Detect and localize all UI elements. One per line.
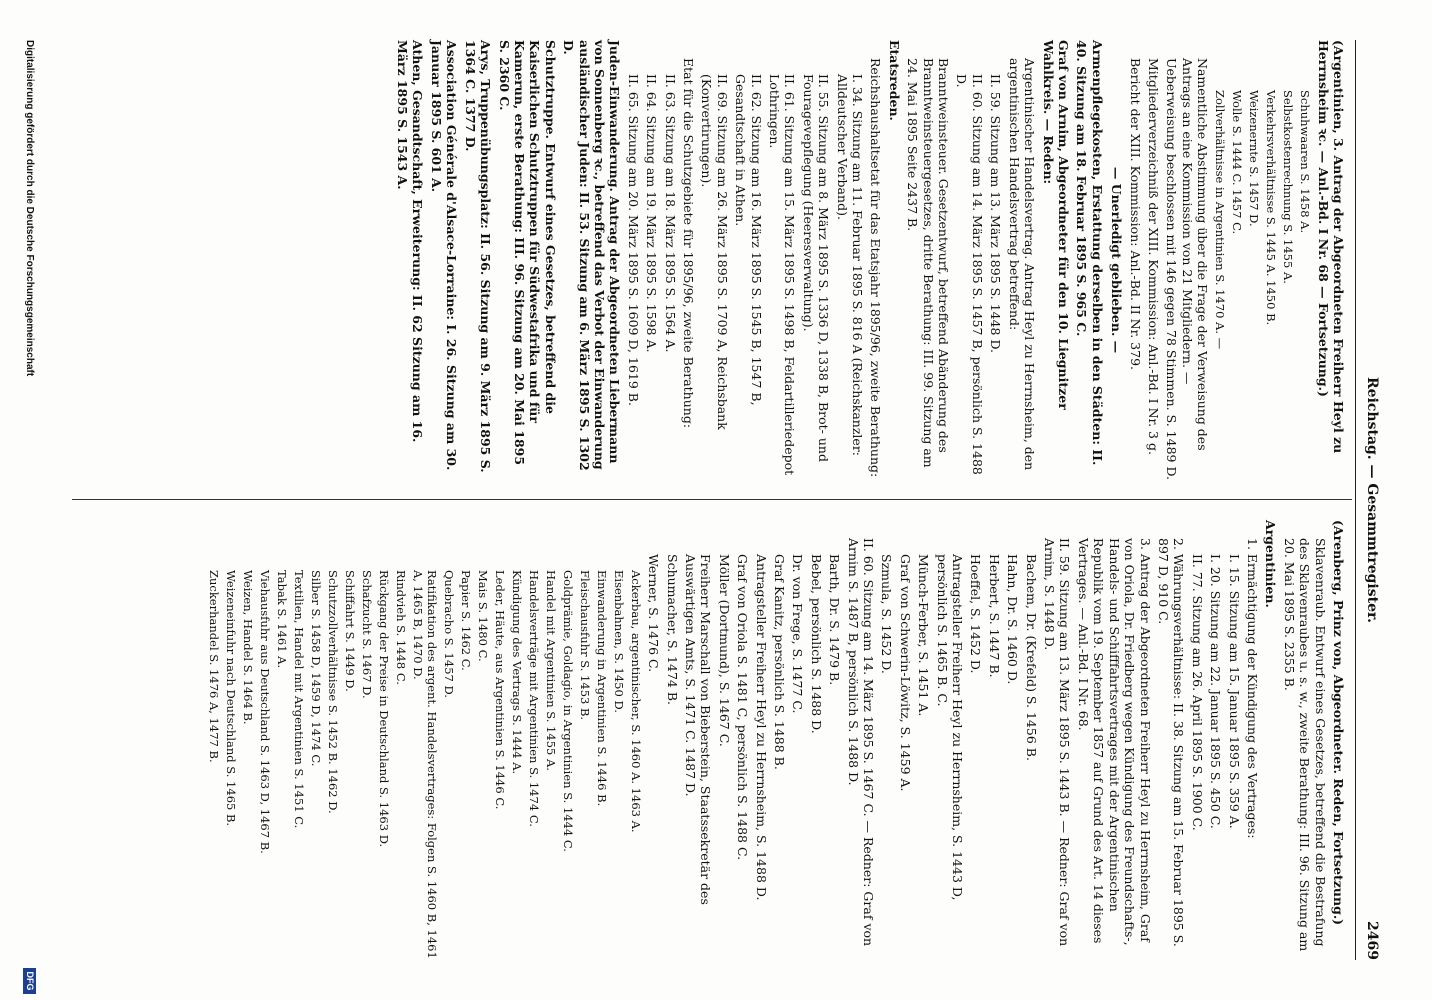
left-column-entry: II. 59. Sitzung am 13. März 1895 S. 1448 D. xyxy=(988,74,1004,354)
right-column-entry: Graf von Schwerin-Löwitz, S. 1459 A. xyxy=(897,554,913,792)
right-column-entry: Herbert, S. 1447 B. xyxy=(986,554,1002,678)
right-column-entry: Hahn, Dr. S. 1460 D. xyxy=(1005,554,1021,685)
left-column-entry: Schuhwaaren S. 1458 A. xyxy=(1298,90,1313,234)
left-column-entry: Mitgliederverzeichniß der XIII. Kommission: Anl.-Bd. I Nr. 3 g. xyxy=(1145,58,1161,455)
right-column-entry: Argentinien. xyxy=(1263,520,1279,608)
right-column-entry: Rindvieh S. 1448 C. xyxy=(393,570,408,685)
left-column-entry: Etatsreden. xyxy=(886,40,902,121)
right-column-entry: Ratifikation des argent. Handelsvertrages: Folgen S. 1460 B, 1461 A, 1465 B, 1470 D. xyxy=(410,570,439,959)
right-column-entry: Fleischausfuhr S. 1453 B. xyxy=(577,570,592,721)
right-column-entry: Viehausfuhr aus Deutschland S. 1463 D, 1467 B. xyxy=(257,570,272,854)
left-column-entry: Athen, Gesandtschaft, Erweiterung: II. 62 Sitzung am 16. März 1895 S. 1543 A. xyxy=(395,40,426,443)
left-column-entry: II. 62. Sitzung am 16. März 1895 S. 1545 B, 1547 B, Gesandtschaft in Athen. xyxy=(733,74,764,406)
right-column-entry: Dr. von Frege, S. 1477 C. xyxy=(790,554,806,714)
right-column-entry: Quebracho S. 1457 D. xyxy=(441,570,456,698)
left-column-entry: Graf von Arnim, Abgeordneter für den 10. Liegnitzer Wahlkreis. — Reden: xyxy=(1040,40,1071,410)
left-column-entry: Schutztruppe. Entwurf eines Gesetzes, betreffend die Kaiserlichen Schutztruppen für Südwestafrika und für Kamerun, erste Berathung: III. 96. Sitzung am 20. Mai 1895 S. 2360 C. xyxy=(496,40,558,466)
header-rule xyxy=(1355,40,1356,960)
page-number: 2469 xyxy=(1364,921,1380,960)
right-column xyxy=(204,520,1346,960)
right-column-entry: Schafzucht S. 1467 D. xyxy=(359,570,374,699)
left-column-entry: (Argentinien, 3. Antrag der Abgeordneten Freiherr Heyl zu Herrnsheim ꝛc. — Anl.-Bd. I Nr. 68 — Fortsetzung.) xyxy=(1315,40,1346,454)
right-column-entry: Hoeffel, S. 1452 D. xyxy=(968,554,984,674)
left-column xyxy=(392,40,1346,480)
right-column-entry: Graf von Oriola S. 1481 C, persönlich S. 1488 C. xyxy=(735,554,751,861)
right-column-entry: I. 20. Sitzung am 22. Januar 1895 S. 450 C. xyxy=(1208,554,1224,829)
left-column-entry: II. 69. Sitzung am 26. März 1895 S. 1709 A, Reichsbank (Konvertirungen). xyxy=(699,74,730,430)
left-column-entry: II. 61. Sitzung am 15. März 1895 S. 1498 B, Feldartilleriedepot Lothringen. xyxy=(767,74,798,476)
right-column-entry: Antragsteller Freiherr Heyl zu Herrnsheim, S. 1488 D. xyxy=(753,554,769,901)
left-column-entry: Branntweinsteuer. Gesetzentwurf, betreffend Abänderung des Branntweinsteuergesetzes, dritte Berathung: III. 99. Sitzung am 24. Mai 1895 Seite 2437 B. xyxy=(905,58,952,468)
right-column-entry: Möller (Dortmund), S. 1467 C. xyxy=(716,554,732,747)
right-column-entry: Weizen, Handel S. 1464 B. xyxy=(240,570,255,725)
right-column-entry: Silber S. 1458 D, 1459 D, 1474 C. xyxy=(308,570,323,767)
right-column-entry: Zuckerhandel S. 1476 A, 1477 B. xyxy=(206,570,221,763)
left-column-entry: II. 55. Sitzung am 8. März 1895 S. 1336 D, 1338 B, Brot- und Fouragevepflegung (Heeresverwaltung). xyxy=(800,74,832,462)
left-column-entry: II. 60. Sitzung am 14. März 1895 S. 1457 B, persönlich S. 1488 D. xyxy=(954,74,985,475)
right-column-entry: Leder, Häute, aus Argentinien S. 1446 C. xyxy=(492,570,507,810)
dfg-logo: DFG xyxy=(23,968,36,994)
left-column-entry: Armenpflegekosten, Erstattung derselben in den Städten: II. 40. Sitzung am 18. Februar 1895 S. 965 C. xyxy=(1074,40,1105,466)
right-column-entry: Barth, Dr. S. 1479 B. xyxy=(827,554,843,686)
right-column-entry: Mais S. 1480 C. xyxy=(475,570,490,662)
left-column-entry: II. 65. Sitzung am 20. März 1895 S. 1609 D, 1619 B. xyxy=(625,74,641,406)
right-column-entry: Eisenbahnen, S. 1450 D. xyxy=(611,570,626,713)
left-column-entry: I. 34. Sitzung am 11. Februar 1895 S. 816 A (Reichskanzler: Alldeutscher Verband). xyxy=(834,74,866,457)
right-column-entry: Tabak S. 1461 A. xyxy=(274,570,289,669)
right-column-entry: Weizeneinfuhr nach Deutschland S. 1465 B. xyxy=(223,570,238,827)
left-column-entry: II. 64. Sitzung am 19. März 1895 S. 1598 A. xyxy=(644,74,660,353)
left-column-entry: Zollverhältnisse in Argentinien S. 1470 A. — xyxy=(1213,90,1228,350)
right-column-entry: Werner, S. 1476 C. xyxy=(646,554,662,673)
right-column-entry: Ackerbau, argentinischer, S. 1460 A. 1463 A. xyxy=(628,570,643,833)
left-column-entry: Bericht der XIII. Kommission: Anl.-Bd. II Nr. 379. xyxy=(1127,58,1143,371)
right-column-entry: 3. Antrag der Abgeordneten Freiherr Heyl zu Herrnsheim, Graf von Oriola, Dr. Friedberg wegen Kündigung des Freundschafts-, Handels- und Schifffahrtsvertrages mit der Argentinischen Republik vom 19. September 1857 auf Grund des Art. 14 dieses Vertrages. — Anl.-Bd. I Nr. 68. xyxy=(1075,538,1153,946)
right-column-entry: II. 77. Sitzung am 26. April 1895 S. 1900 C. xyxy=(1189,554,1205,831)
running-head xyxy=(1356,40,1380,960)
right-column-entry: Freiherr Marschall von Bieberstein, Staatssekretär des Auswärtigen Amts, S. 1471 C. 1487 D. xyxy=(682,554,714,905)
right-column-entry: Szmula, S. 1452 D. xyxy=(879,554,895,674)
right-column-entry: Graf Kanitz, persönlich S. 1488 B. xyxy=(772,554,787,770)
column-divider xyxy=(72,499,1352,500)
right-column-entry: II. 60. Sitzung am 14. März 1895 S. 1467 C. — Redner: Graf von Arnim S. 1487 B, persönlich S. 1488 D. xyxy=(845,538,877,947)
right-column-entry: Antragsteller Freiherr Heyl zu Herrnsheim, S. 1443 D, persönlich S. 1465 B. C. xyxy=(934,554,966,901)
section-title: Reichstag. — Gesammtregister. xyxy=(1364,377,1380,623)
right-column-entry: Schumacher, S. 1474 B. xyxy=(664,554,680,705)
left-column-entry: Selbstkostenrechnung S. 1455 A. xyxy=(1281,90,1296,284)
right-column-entry: Einwanderung in Argentinien S. 1446 B. xyxy=(594,570,609,807)
right-column-entry: Sklavenraub. Entwurf eines Gesetzes, betreffend die Bestrafung des Sklavenraubes u. s. w., zweite Berathung: III. 96. Sitzung am 20. Mai 1895 S. 2355 B. xyxy=(1281,538,1328,952)
right-column-entry: Münch-Ferber, S. 1451 A. xyxy=(916,554,932,717)
right-column-entry: I. 15. Sitzung am 15. Januar 1895 S. 359 A. xyxy=(1226,554,1242,829)
left-column-entry: Association Générale d'Alsace-Lorraine: I. 26. Sitzung am 30. Januar 1895 S. 601 A. xyxy=(428,40,460,471)
right-column-entry: Rückgang der Preise in Deutschland S. 1463 D. xyxy=(376,570,391,848)
left-column-entry: — Unerledigt geblieben. — xyxy=(1109,166,1125,354)
right-column-entry: (Arenberg, Prinz von, Abgeordneter. Reden, Fortsetzung.) xyxy=(1331,520,1346,926)
right-column-entry: 1. Ermächtigung der Kündigung des Vertrages: xyxy=(1244,538,1260,839)
left-column-entry: Argentinischer Handelsvertrag. Antrag Heyl zu Herrnsheim, den argentinischen Handelsvertrag betreffend: xyxy=(1006,58,1038,471)
left-column-entry: Wolle S. 1444 C. 1457 C. xyxy=(1230,90,1245,235)
right-column-entry: Schutzzollverhältnisse S. 1452 B. 1462 D. xyxy=(325,570,340,814)
right-column-entry: Papier S. 1462 C. xyxy=(458,570,473,671)
left-column-entry: Arys, Truppenübungsplatz: II. 56. Sitzung am 9. März 1895 S. 1364 C. 1377 D. xyxy=(462,40,494,473)
left-column-entry: Namentliche Abstimmung über die Frage der Verweisung des Antrags an eine Kommission von 21 Mitgliedern. — Ueberweisung beschlossen mit 146 gegen 78 Stimmen. S. 1489 D. xyxy=(1164,58,1211,480)
left-column-entry: Reichshaushaltsetat für das Etatsjahr 1895/96, zweite Berathung: xyxy=(868,58,884,478)
right-column-entry: Bachem, Dr. (Krefeld) S. 1456 B. xyxy=(1023,554,1039,761)
left-column-entry: Etat für die Schutzgebiete für 1895/96, zweite Berathung: xyxy=(681,58,696,429)
right-column-entry: Textilien, Handel mit Argentinien S. 1451 C. xyxy=(291,570,306,829)
right-column-entry: 2. Währungsverhältnisse: II. 38. Sitzung am 15. Februar 1895 S. 897 D, 910 C. xyxy=(1155,538,1187,947)
right-column-entry: II. 59. Sitzung am 13. März 1895 S. 1443 B. — Redner: Graf von Arnim, S. 1448 D. xyxy=(1042,538,1073,947)
right-column-entry: Bebel, persönlich S. 1488 D. xyxy=(808,554,824,734)
left-column-entry: II. 63. Sitzung am 18. März 1895 S. 1564 A. xyxy=(662,74,678,353)
left-column-entry: Verkehrsverhältnisse S. 1445 A. 1450 B. xyxy=(1264,90,1279,326)
right-column-entry: Schiffahrt S. 1449 D. xyxy=(342,570,357,692)
right-column-entry: Handel mit Argentinien S. 1455 A. xyxy=(543,570,558,771)
left-column-entry: Weizenernte S. 1457 D. xyxy=(1247,90,1262,227)
left-column-entry: Juden-Einwanderung. Antrag der Abgeordneten Liebermann von Sonnenberg ꝛc., betreffend das Verbot der Einwanderung ausländischer Juden: II. 53. Sitzung am 6. März 1895 S. 1302 D. xyxy=(561,40,623,471)
right-column-entry: Goldprämie, Goldagio, in Argentinien S. 1444 C. xyxy=(560,570,575,852)
digitization-note: Digitalisierung gefördert durch die Deutsche Forschungsgemeinschaft xyxy=(24,40,35,377)
right-column-entry: Handelsverträge mit Argentinien S. 1474 C. xyxy=(526,570,541,827)
right-column-entry: Kündigung des Vertrags S. 1444 A. xyxy=(509,570,524,775)
